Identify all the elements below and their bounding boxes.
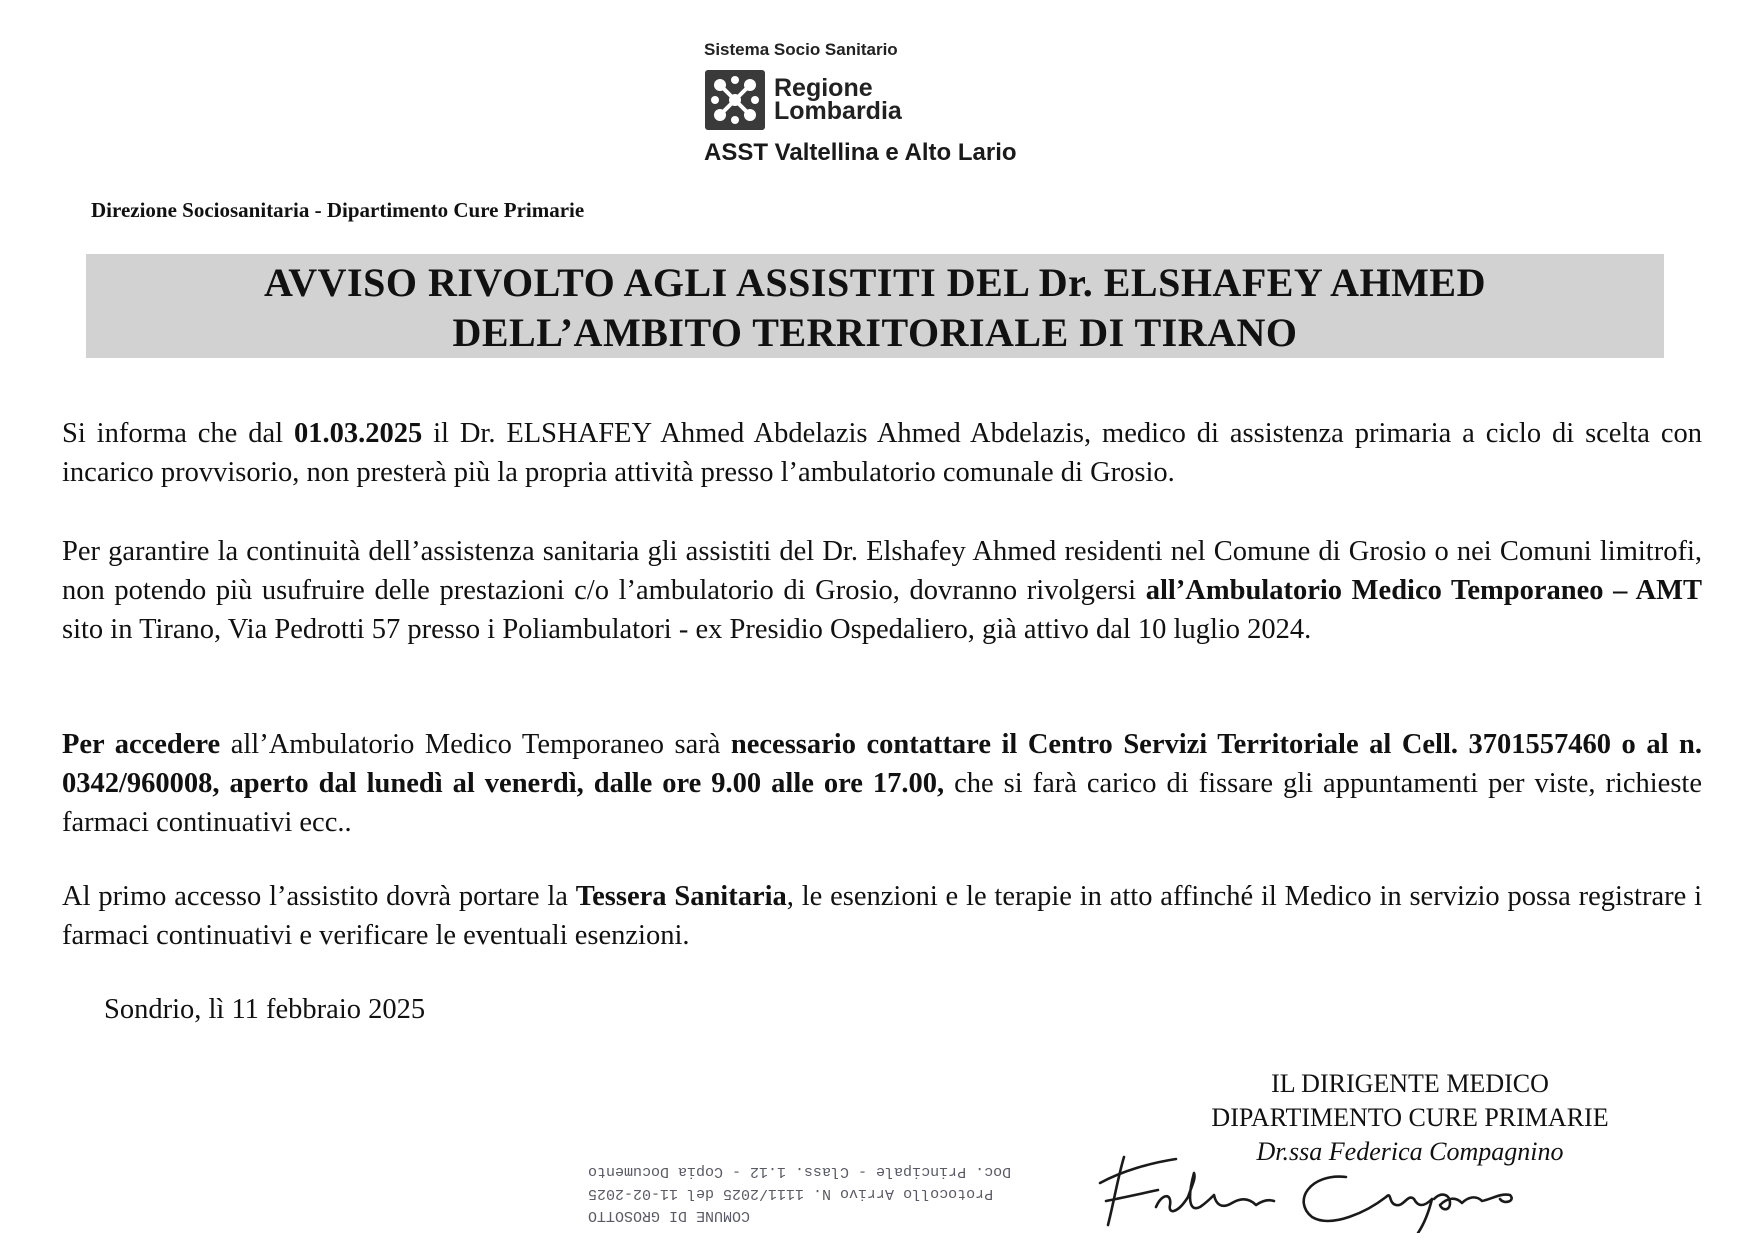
notice-title-line1: AVVISO RIVOLTO AGLI ASSISTITI DEL Dr. ELSHAFEY AHMED — [264, 260, 1486, 305]
institution-logo — [704, 40, 1064, 167]
paragraph-segment-bold: all’Ambulatorio Medico Temporaneo – AMT — [1145, 575, 1702, 606]
paragraph-segment: il Dr. ELSHAFEY Ahmed Abdelazis Ahmed Abdelazis, medico di assistenza primaria a ciclo di scelta con incarico provvisorio, non presterà più la propria attività presso l’ambulatorio comunale di Grosio. — [62, 418, 1702, 488]
signatory-name: Dr.ssa Federica Compagnino — [1256, 1137, 1564, 1166]
region-name-line2: Lombardia — [774, 97, 902, 125]
department-heading: Direzione Sociosanitaria - Dipartimento Cure Primarie — [91, 198, 585, 222]
paragraph-segment: Al primo accesso l’assistito dovrà portare la — [62, 881, 576, 912]
system-label: Sistema Socio Sanitario — [704, 40, 898, 59]
paragraph-continuity — [62, 532, 1702, 649]
regione-lombardia-logo-icon — [704, 69, 766, 131]
region-name-line1: Regione — [774, 74, 873, 102]
dateline: Sondrio, lì 11 febbraio 2025 — [104, 994, 426, 1025]
paragraph-segment-bold: necessario contattare il Centro Servizi Territoriale al Cell. 3701557460 o al n. 0342/960008, aperto dal lunedì al venerdì, dalle ore 9.00 alle ore 17.00, — [62, 729, 1702, 799]
stamp-line: Doc. Principale - Class. 1.12 - Copia Documento — [588, 1163, 1012, 1180]
stamp-line: Protocollo Arrivo N. 1111/2025 del 11-02-2025 — [588, 1185, 994, 1202]
paragraph-segment-bold: Per accedere — [62, 729, 221, 760]
paragraph-segment: che si farà carico di fissare gli appuntamenti per viste, richieste farmaci continuativi ecc.. — [62, 768, 1702, 838]
notice-title-line2: DELL’AMBITO TERRITORIALE DI TIRANO — [452, 310, 1298, 355]
paragraph-segment: Si informa che dal — [62, 418, 294, 449]
signatory-title: IL DIRIGENTE MEDICO — [1271, 1069, 1549, 1098]
handwritten-signature-icon — [1096, 1143, 1606, 1233]
paragraph-segment-bold: Tessera Sanitaria — [575, 881, 787, 912]
asst-name: ASST Valtellina e Alto Lario — [704, 139, 1017, 166]
paragraph-segment: all’Ambulatorio Medico Temporaneo sarà — [220, 729, 731, 760]
protocol-stamp — [588, 1160, 1148, 1226]
paragraph-first-access — [62, 877, 1702, 955]
paragraph-segment-bold: 01.03.2025 — [293, 418, 423, 449]
paragraph-segment: , le esenzioni e le terapie in atto affinché il Medico in servizio possa registrare i farmaci continuativi e verificare le eventuali esenzioni. — [62, 881, 1702, 951]
paragraph-effective-date — [62, 414, 1702, 492]
signatory-department: DIPARTIMENTO CURE PRIMARIE — [1211, 1103, 1609, 1132]
paragraph-segment: sito in Tirano, Via Pedrotti 57 presso i Poliambulatori - ex Presidio Ospedaliero, già attivo dal 10 luglio 2024. — [62, 614, 1312, 645]
paragraph-access — [62, 725, 1702, 842]
notice-title-banner — [86, 254, 1664, 358]
logo-row — [704, 69, 1064, 131]
region-name — [774, 74, 902, 125]
paragraph-segment: Per garantire la continuità dell’assistenza sanitaria gli assistiti del Dr. Elshafey Ahmed residenti nel Comune di Grosio o nei Comuni limitrofi, non potendo più usufruire delle prestazioni c/o l’ambulatorio di Grosio, dovranno rivolgersi — [62, 536, 1702, 606]
stamp-line: COMUNE DI GROSOTTO — [588, 1207, 751, 1224]
